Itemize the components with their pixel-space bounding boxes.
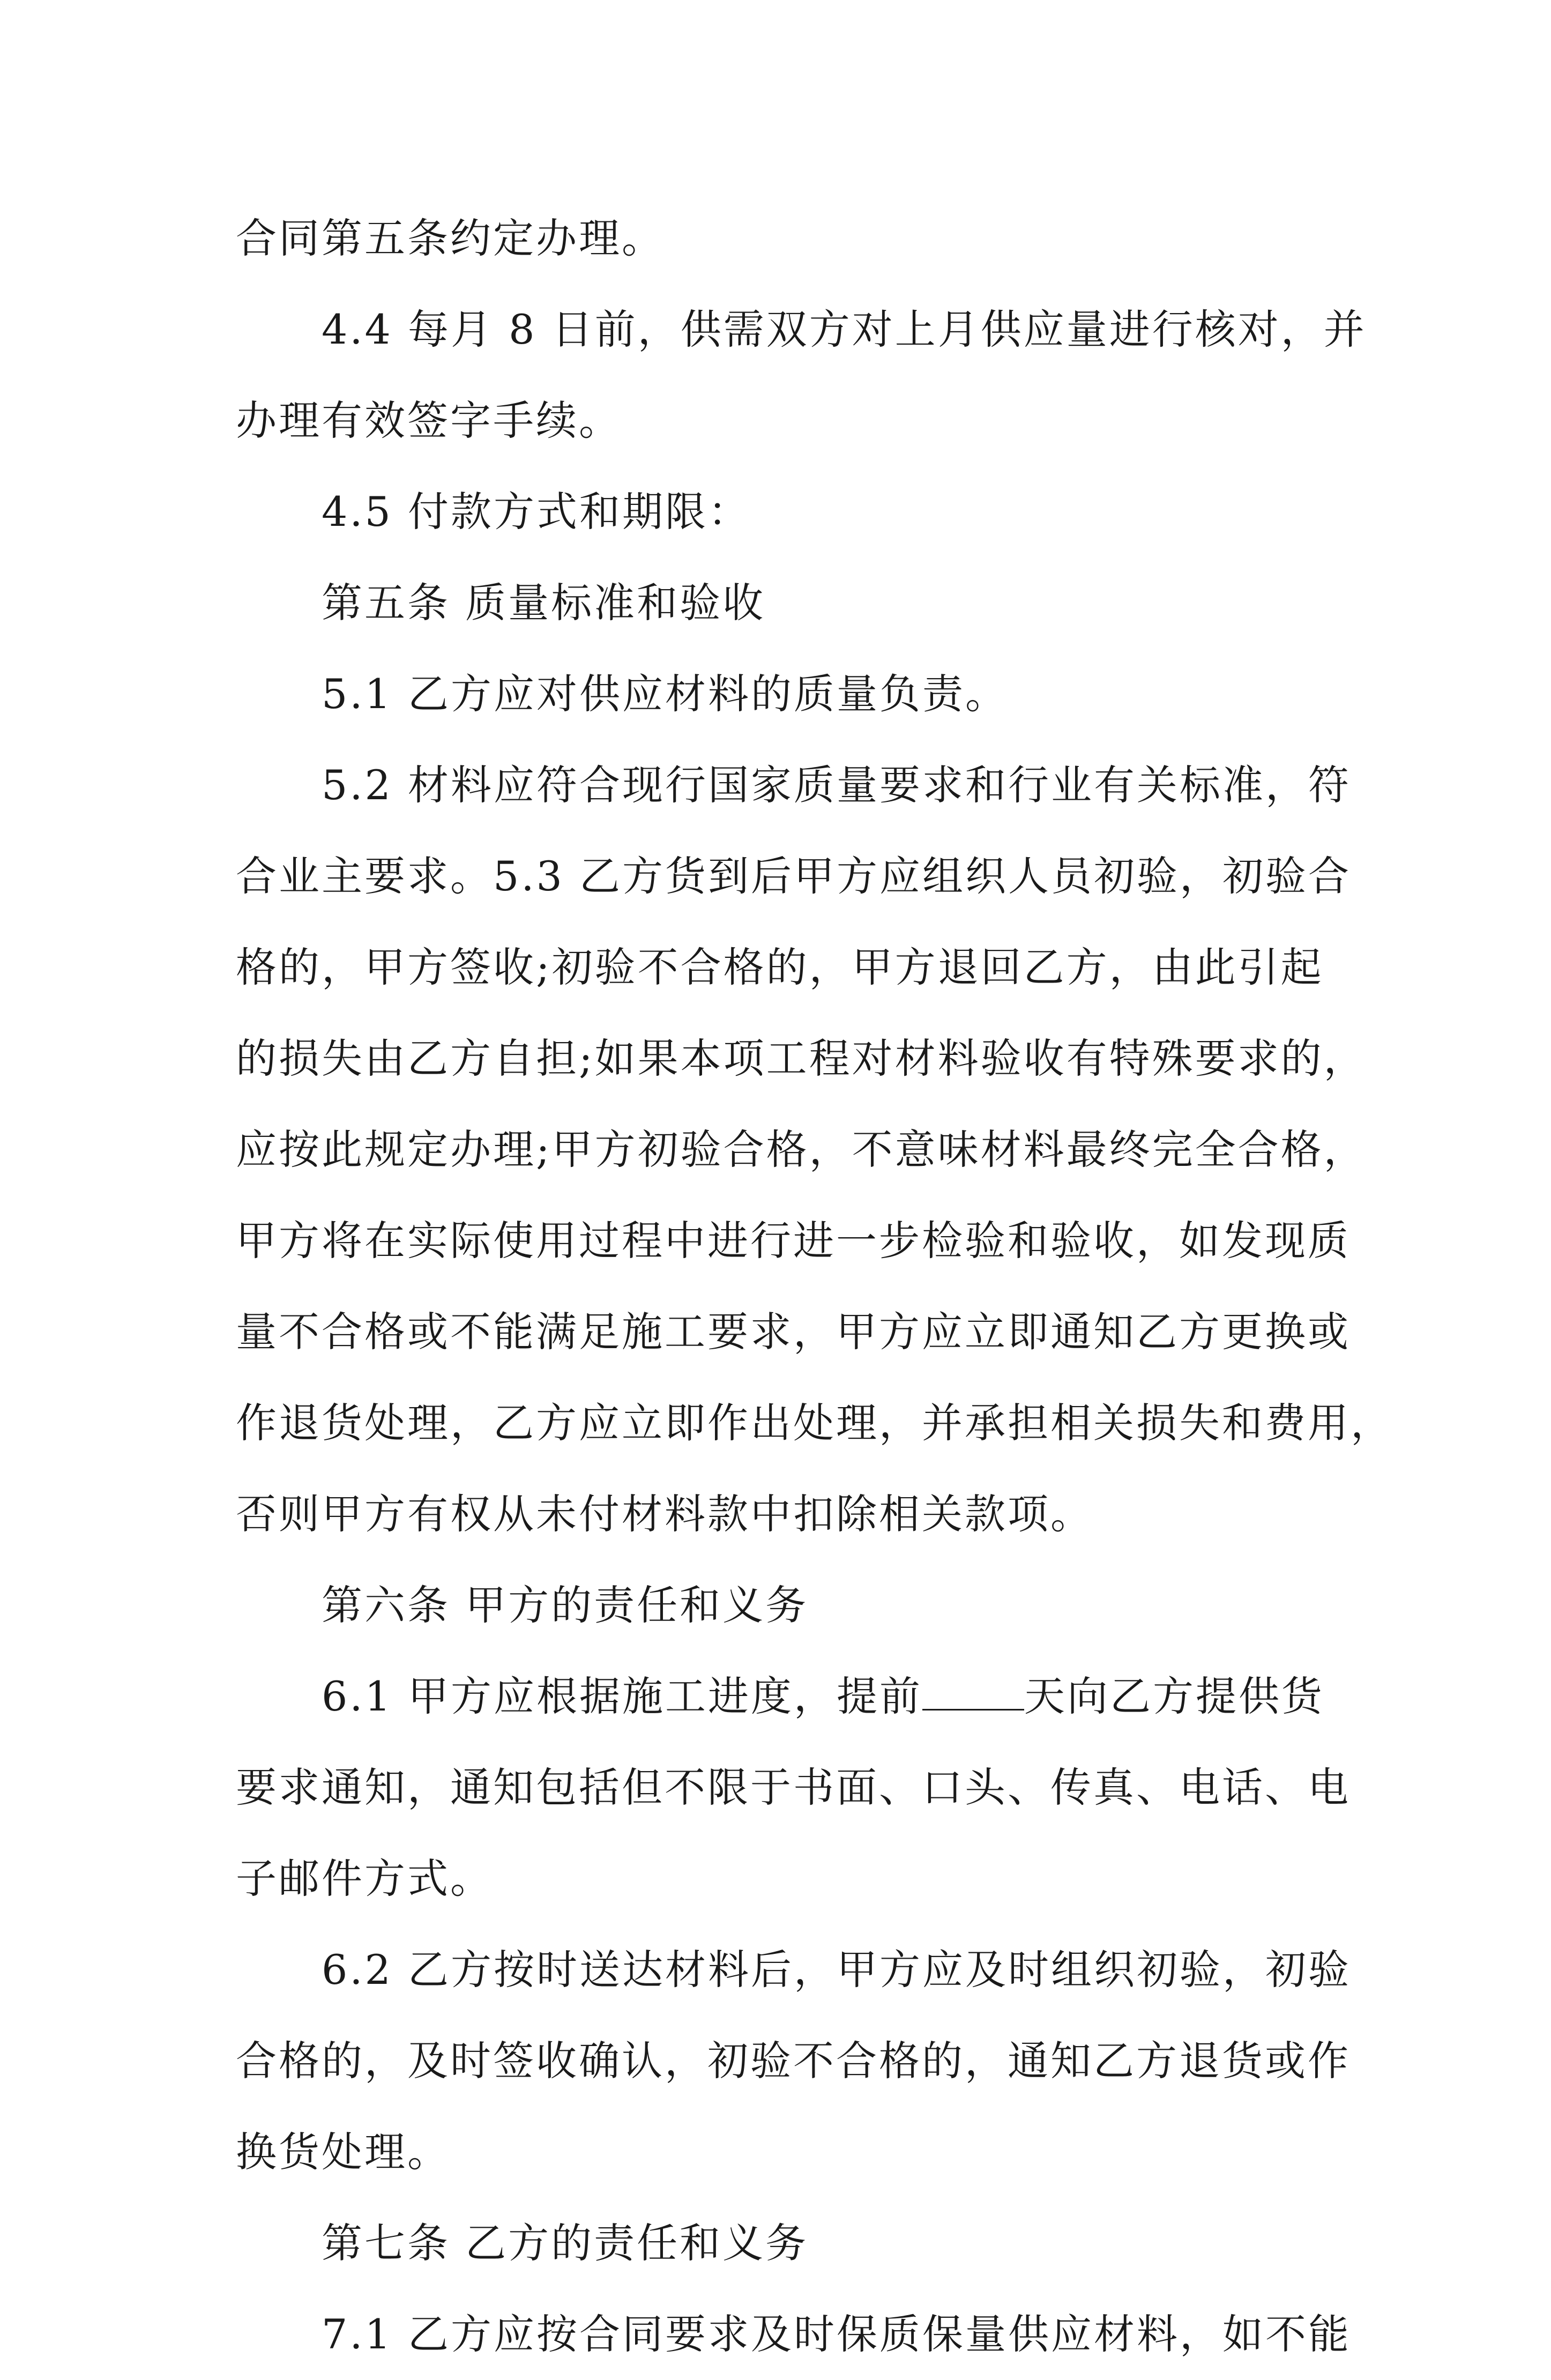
text-line: 否则甲方有权从未付材料款中扣除相关款项。 <box>236 1490 1093 1538</box>
contract-body-text <box>236 193 1393 2380</box>
text-line: 6.2 乙方按时送达材料后，甲方应及时组织初验，初验 <box>322 1946 1352 1994</box>
text-line: 办理有效签字手续。 <box>236 397 622 444</box>
text-line: 的损失由乙方自担;如果本项工程对材料验收有特殊要求的， <box>236 1035 1367 1082</box>
text-line: 量不合格或不能满足施工要求，甲方应立即通知乙方更换或 <box>236 1308 1351 1356</box>
text-line: 4.4 每月 8 日前，供需双方对上月供应量进行核对，并 <box>322 306 1367 353</box>
section-heading: 第五条 质量标准和验收 <box>322 579 766 627</box>
text-line: 作退货处理，乙方应立即作出处理，并承担相关损失和费用， <box>236 1399 1393 1447</box>
text-before-blank: 6.1 甲方应根据施工进度，提前 <box>322 1672 923 1720</box>
text-line-with-blank <box>236 1651 1329 1742</box>
text-line: 要求通知，通知包括但不限于书面、口头、传真、电话、电 <box>236 1764 1351 1811</box>
text-line: 合同第五条约定办理。 <box>236 214 665 262</box>
text-line: 4.5 付款方式和期限： <box>322 488 751 536</box>
text-line: 合业主要求。5.3 乙方货到后甲方应组织人员初验，初验合 <box>236 852 1352 900</box>
text-line: 格的，甲方签收;初验不合格的，甲方退回乙方，由此引起 <box>236 943 1324 991</box>
section-heading: 第六条 甲方的责任和义务 <box>322 1581 809 1629</box>
text-line: 甲方将在实际使用过程中进行进一步检验和验收，如发现质 <box>236 1217 1351 1265</box>
text-line: 子邮件方式。 <box>236 1855 493 1902</box>
fill-in-blank <box>922 1666 1024 1710</box>
text-line: 换货处理。 <box>236 2128 450 2176</box>
text-line: 应按此规定办理;甲方初验合格，不意味材料最终完全合格， <box>236 1126 1367 1173</box>
section-heading: 第七条 乙方的责任和义务 <box>322 2219 809 2267</box>
text-after-blank: 天向乙方提供货 <box>1024 1672 1325 1720</box>
text-line: 7.1 乙方应按合同要求及时保质保量供应材料，如不能 <box>322 2310 1352 2358</box>
text-line: 5.1 乙方应对供应材料的质量负责。 <box>322 670 1009 718</box>
text-line: 合格的，及时签收确认，初验不合格的，通知乙方退货或作 <box>236 2037 1351 2085</box>
text-line: 5.2 材料应符合现行国家质量要求和行业有关标准，符 <box>322 761 1352 809</box>
